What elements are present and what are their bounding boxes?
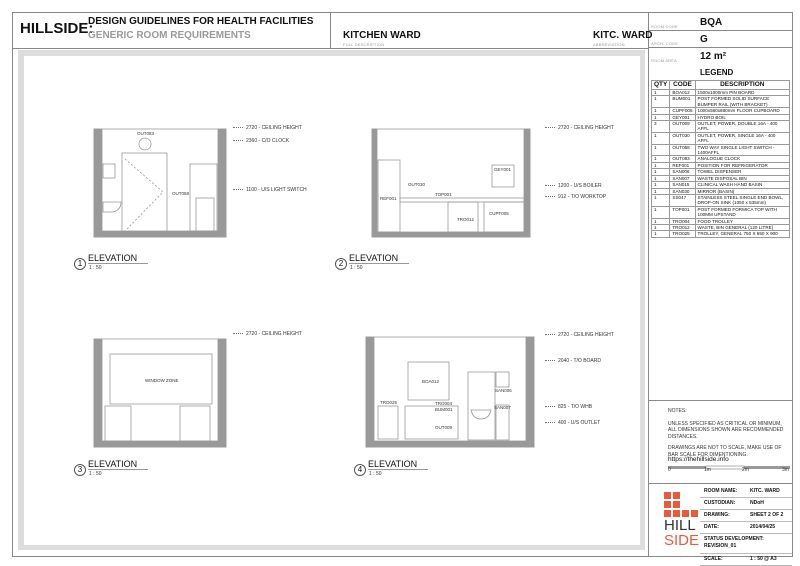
title-block-value: KITC. WARD xyxy=(746,485,792,497)
room-area-label: ROOM AREA xyxy=(651,58,678,63)
scale-label: SCALE: xyxy=(700,553,746,565)
room-area: 12 m² xyxy=(700,51,727,62)
title-block-label: DATE: xyxy=(700,521,746,533)
tag-window-zone: WINDOW ZONE xyxy=(145,378,179,383)
legend-description: MIRROR (BASIN) xyxy=(695,188,789,194)
legend-description: 1000x560x880mm FLOOR CUPBOARD xyxy=(695,108,789,114)
legend-qty: 1 xyxy=(652,90,670,96)
legend-code: TRO012 xyxy=(670,224,695,230)
elevation-scale: 1 : 50 xyxy=(89,471,102,477)
tag-ref001: REF001 xyxy=(380,196,397,201)
notes xyxy=(668,408,790,458)
elevation-scale: 1 : 50 xyxy=(89,265,102,271)
legend-description: WASTE, BIN GENERAL (120 LITRE) xyxy=(695,224,789,230)
legend-title: LEGEND xyxy=(700,68,734,77)
tag-tro004: TRO004 xyxy=(435,401,453,406)
legend-qty: 1 xyxy=(652,132,670,144)
dim-label: 2720 - CEILING HEIGHT xyxy=(545,125,614,131)
legend-code: SAN015 xyxy=(670,182,695,188)
room-code: BQA xyxy=(700,17,723,28)
title-block-label: CUSTODIAN: xyxy=(700,497,746,509)
legend-code: TRO004 xyxy=(670,218,695,224)
status-value: REVISION_01 xyxy=(704,543,737,549)
logo-text-side: SIDE xyxy=(664,532,700,549)
legend-code: SAN007 xyxy=(670,175,695,181)
legend-qty: 1 xyxy=(652,188,670,194)
legend-code: REF001 xyxy=(670,162,695,168)
dim-label: 1200 - U/S BOILER xyxy=(545,183,602,189)
legend-code: TOP001 xyxy=(670,206,695,218)
legend-code: GEY001 xyxy=(670,114,695,120)
tag-boa012: BOA012 xyxy=(422,379,440,384)
full-description: KITCHEN WARD xyxy=(343,30,421,41)
elevation-title: ELEVATION xyxy=(368,459,428,470)
status-label: STATUS DEVELOPMENT: xyxy=(704,536,764,542)
scale-value: 1 : 50 @ A3 xyxy=(746,553,792,565)
title-block-label: DRAWING: xyxy=(700,509,746,521)
legend-qty: 1 xyxy=(652,175,670,181)
legend-qty: 1 xyxy=(652,156,670,162)
tag-out030: OUT030 xyxy=(408,182,426,187)
dim-label: 2720 - CEILING HEIGHT xyxy=(545,332,614,338)
elevation-number: 3 xyxy=(74,464,86,476)
tag-san007: SAN007 xyxy=(494,405,511,410)
elevation-title: ELEVATION xyxy=(88,459,148,470)
brand-name: HILLSIDE: xyxy=(20,20,94,37)
tag-tro025: TRO025 xyxy=(380,400,398,405)
legend-qty: 1 xyxy=(652,224,670,230)
legend-code: OUT058 xyxy=(670,144,695,156)
scale-tick: 3m xyxy=(782,467,789,473)
dim-label: 1100 - U/S LIGHT SWITCH xyxy=(233,187,307,193)
elevation-scale: 1 : 50 xyxy=(369,471,382,477)
elevation-number: 2 xyxy=(335,258,347,270)
legend-description: 1500x1000mm PIN BOARD xyxy=(695,90,789,96)
tag-san006: SAN006 xyxy=(495,388,512,393)
abbreviation: KITC. WARD xyxy=(593,30,653,41)
legend-code: OUT009 xyxy=(670,121,695,133)
legend-code: OUT083 xyxy=(670,156,695,162)
elevation-title: ELEVATION xyxy=(349,253,409,264)
elevation-scale: 1 : 50 xyxy=(350,265,363,271)
legend-code: TRO025 xyxy=(670,231,695,237)
tag-out058: OUT058 xyxy=(172,191,190,196)
tag-out083: OUT083 xyxy=(137,131,155,136)
legend-qty: 1 xyxy=(652,108,670,114)
elevation-number: 4 xyxy=(354,464,366,476)
title-block-row xyxy=(700,485,792,497)
full-description-caption: FULL DESCRIPTION xyxy=(343,42,385,47)
dim-label: 2720 - CEILING HEIGHT xyxy=(233,125,302,131)
legend-code: BUM001 xyxy=(670,96,695,108)
legend-qty: 1 xyxy=(652,194,670,206)
notes-paragraph-1: UNLESS SPECIFIED AS CRITICAL OR MINIMUM, ALL DIMENSIONS SHOWN ARE RECOMMENDED DISTANCES. xyxy=(668,420,784,440)
legend-description: WASTE DISPOSAL BIN xyxy=(695,175,789,181)
legend-code: SAN030 xyxy=(670,188,695,194)
logo-text-hill: HILL xyxy=(664,517,696,534)
legend-qty: 1 xyxy=(652,182,670,188)
tag-top001: TOP001 xyxy=(435,192,452,197)
title-block-row xyxy=(700,497,792,509)
dim-label: 912 - T/O WORKTOP xyxy=(545,194,606,200)
col-code: CODE xyxy=(670,81,695,90)
legend-code: BOA012 xyxy=(670,90,695,96)
title-block-row xyxy=(700,509,792,521)
elevation-number: 1 xyxy=(74,258,86,270)
title-block-row xyxy=(700,521,792,533)
dim-label: 400 - U/S OUTLET xyxy=(545,420,600,426)
legend-code: CUPF005 xyxy=(670,108,695,114)
dim-label: 825 - T/O WHB xyxy=(545,404,592,410)
elevation-3-drawing xyxy=(94,339,226,447)
legend-description: OUTLET, POWER, DOUBLE 16A - 400 AFFL xyxy=(695,121,789,133)
title-block-value: SHEET 2 OF 2 xyxy=(746,509,792,521)
legend-qty: 1 xyxy=(652,206,670,218)
legend-code: SAN006 xyxy=(670,169,695,175)
elevation-2-drawing xyxy=(372,129,530,237)
scale-tick: 0 xyxy=(668,467,671,473)
legend-code: SS047 xyxy=(670,194,695,206)
dim-label: 2720 - CEILING HEIGHT xyxy=(233,331,302,337)
legend-qty: 1 xyxy=(652,231,670,237)
elevation-title: ELEVATION xyxy=(88,253,148,264)
tag-gey001: GEY001 xyxy=(494,167,512,172)
legend-description: CLINICAL WASH HAND BASIN xyxy=(695,182,789,188)
legend-qty: 1 xyxy=(652,162,670,168)
legend-description: POSITION FOR REFRIGERATOR xyxy=(695,162,789,168)
title-block-table xyxy=(700,485,792,566)
arch-code: G xyxy=(700,34,708,45)
dim-label: 2360 - C/O CLOCK xyxy=(233,138,289,144)
legend-qty: 1 xyxy=(652,96,670,108)
legend-qty: 1 xyxy=(652,218,670,224)
legend-description: HYDRO BOIL xyxy=(695,114,789,120)
elevation-1-drawing xyxy=(94,129,226,237)
document-title: DESIGN GUIDELINES FOR HEALTH FACILITIES xyxy=(88,16,314,27)
scale-tick: 2m xyxy=(742,467,749,473)
title-block-value: 2014/04/25 xyxy=(746,521,792,533)
legend-code: OUT030 xyxy=(670,132,695,144)
tag-bum001: BUM001 xyxy=(435,407,453,412)
arch-code-label: ARCH. CODE xyxy=(651,41,679,46)
legend-qty: 3 xyxy=(652,121,670,133)
title-block-value: NDoH xyxy=(746,497,792,509)
title-block-label: ROOM NAME: xyxy=(700,485,746,497)
legend-qty: 1 xyxy=(652,144,670,156)
legend-description: TOWEL DISPENSER xyxy=(695,169,789,175)
document-subtitle: GENERIC ROOM REQUIREMENTS xyxy=(88,30,251,41)
dim-label: 2040 - T/O BOARD xyxy=(545,358,601,364)
hillside-logo-icon xyxy=(664,492,698,517)
legend-description: TWO WAY SINGLE LIGHT SWITCH - 1400AFFL xyxy=(695,144,789,156)
room-code-label: ROOM CODE xyxy=(651,24,678,29)
notes-title: NOTES: xyxy=(668,408,687,414)
legend-description: ANALOGUE CLOCK xyxy=(695,156,789,162)
notes-paragraph-2: DRAWINGS ARE NOT TO SCALE, MAKE USE OF BAR SCALE FOR DIMENTIONING. xyxy=(668,445,782,458)
legend-description: POST FORMED FORMICA TOP WITH 100MM UPSTAND xyxy=(695,206,789,218)
legend-description: POST FORMED SOLID SURFACE BUMPER RAIL (WITH BRACKET) xyxy=(695,96,789,108)
legend-qty: 1 xyxy=(652,114,670,120)
col-description: DESCRIPTION xyxy=(695,81,789,90)
tag-out009: OUT009 xyxy=(435,425,453,430)
legend-qty: 1 xyxy=(652,169,670,175)
tag-cupf005: CUPF005 xyxy=(489,211,509,216)
tag-tro012: TRO012 xyxy=(457,217,475,222)
scale-tick: 1m xyxy=(704,467,711,473)
legend-description: OUTLET, POWER, SINGLE 16A - 400 AFFL xyxy=(695,132,789,144)
col-qty: QTY xyxy=(652,81,670,90)
legend-description: TROLLEY, GENERAL 750 X 550 X 900 xyxy=(695,231,789,237)
legend-description: STAINLESS STEEL SINGLE END BOWL, DROP-ON SINK (1050 x 535mm) xyxy=(695,194,789,206)
website-link[interactable]: https://thehillside.info xyxy=(668,456,729,463)
legend-description: FOOD TROLLEY xyxy=(695,218,789,224)
abbreviation-caption: ABBREVIATION xyxy=(593,42,625,47)
